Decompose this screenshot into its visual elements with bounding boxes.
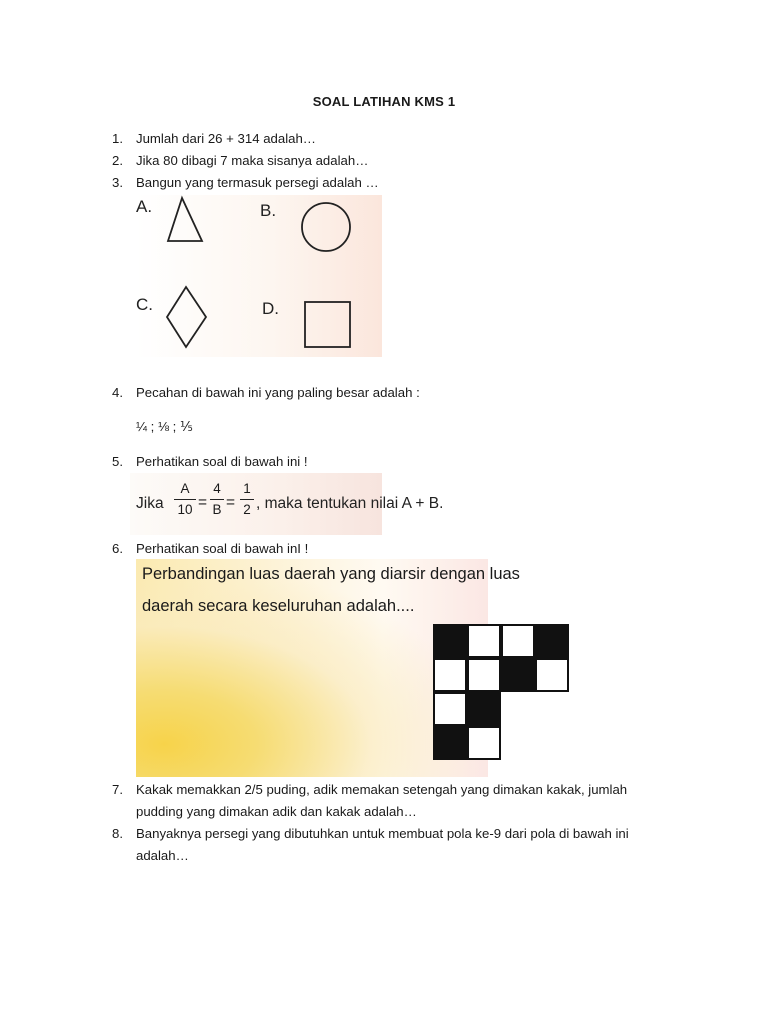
equation-suffix: , maka tentukan nilai A + B. — [256, 495, 444, 512]
unshaded-cell — [501, 624, 535, 658]
option-b-label: B. — [260, 201, 277, 220]
question-text: Jumlah dari 26 + 314 adalah… — [136, 131, 316, 146]
numerator: 4 — [213, 481, 221, 496]
option-c-label: C. — [136, 295, 153, 314]
shapes-image — [136, 195, 382, 357]
unshaded-cell — [467, 726, 501, 760]
denominator: 10 — [177, 502, 193, 517]
fraction-4-b — [210, 481, 224, 518]
question-8-continued: adalah… — [136, 848, 189, 863]
question-number: 2. — [112, 153, 123, 168]
problem-line-2: daerah secara keseluruhan adalah.... — [142, 597, 415, 615]
numerator: A — [180, 481, 190, 496]
question-text: Pecahan di bawah ini yang paling besar adalah : — [136, 385, 420, 400]
denominator: 2 — [243, 502, 251, 517]
fractions-list: ¼ ; ⅛ ; ⅕ — [136, 419, 193, 434]
fraction-1-2 — [240, 481, 254, 518]
rhombus-shape — [164, 283, 210, 353]
equals-sign: = — [226, 494, 236, 511]
square-shape — [302, 299, 354, 351]
question-text: Perhatikan soal di bawah inI ! — [136, 541, 309, 556]
shaded-cell — [433, 624, 467, 658]
unshaded-cell — [467, 658, 501, 692]
question-number: 5. — [112, 454, 123, 469]
option-a-label: A. — [136, 197, 153, 216]
numerator: 1 — [243, 481, 251, 496]
question-number: 7. — [112, 782, 123, 797]
question-7-continued: pudding yang dimakan adik dan kakak adalah… — [136, 804, 417, 819]
equals-sign: = — [198, 494, 208, 511]
denominator: B — [212, 502, 222, 517]
question-text: Bangun yang termasuk persegi adalah … — [136, 175, 379, 190]
shaded-cell — [501, 658, 535, 692]
question-text: Jika 80 dibagi 7 maka sisanya adalah… — [136, 153, 369, 168]
circle-shape — [298, 199, 354, 255]
question-number: 8. — [112, 826, 123, 841]
question-number: 3. — [112, 175, 123, 190]
unshaded-cell — [433, 692, 467, 726]
question-text: Perhatikan soal di bawah ini ! — [136, 454, 308, 469]
equation-image — [130, 473, 444, 535]
shaded-cell — [433, 726, 467, 760]
question-text: Kakak memakkan 2/5 puding, adik memakan setengah yang dimakan kakak, jumlah — [136, 782, 628, 797]
page-title: SOAL LATIHAN KMS 1 — [312, 94, 456, 109]
shaded-cell — [535, 624, 569, 658]
triangle-shape — [164, 195, 206, 245]
unshaded-cell — [535, 658, 569, 692]
question-text: Banyaknya persegi yang dibutuhkan untuk membuat pola ke-9 dari pola di bawah ini — [136, 826, 629, 841]
unshaded-cell — [467, 624, 501, 658]
equation-prefix: Jika — [136, 495, 164, 512]
question-number: 1. — [112, 131, 123, 146]
question-number: 6. — [112, 541, 123, 556]
shaded-cell — [467, 692, 501, 726]
question-number: 4. — [112, 385, 123, 400]
fraction-a-10 — [174, 481, 196, 518]
option-d-label: D. — [262, 299, 279, 318]
unshaded-cell — [433, 658, 467, 692]
problem-line-1: Perbandingan luas daerah yang diarsir dengan luas — [142, 565, 520, 583]
